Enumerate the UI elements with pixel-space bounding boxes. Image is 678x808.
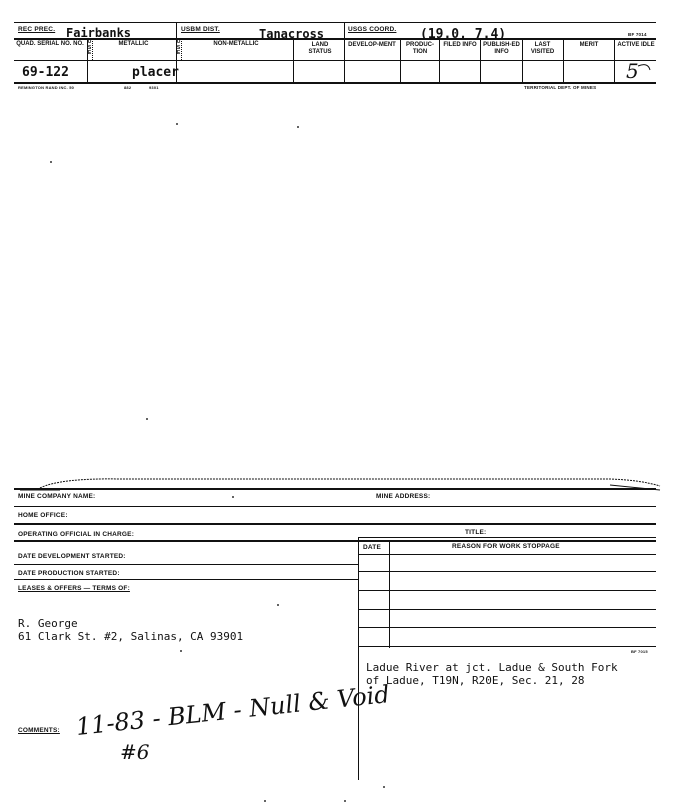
owner-name: R. George [18, 617, 78, 630]
location-line-1: Ladue River at jct. Ladue & South Fork [366, 661, 618, 674]
form-number-top: BF 7014 [628, 32, 647, 37]
column-land-status: LAND STATUS [308, 42, 332, 55]
mine-company-name-label: MINE COMPANY NAME: [18, 493, 96, 500]
column-quad-serial: QUAD. SERIAL NO. NO. [16, 41, 84, 47]
usbm-dist-label: USBM DIST. [181, 26, 220, 33]
comments-label: COMMENTS: [18, 727, 60, 734]
record-active-mark: 5 [626, 59, 639, 83]
column-filed-info: FILED INFO [443, 42, 477, 48]
torn-card-edge [0, 476, 678, 496]
record-quad-serial: 69-122 [22, 65, 69, 80]
column-non-metallic: NON-METALLIC [213, 41, 259, 47]
form-number-bottom: BF 7015 [631, 649, 648, 654]
operating-official-label: OPERATING OFFICIAL IN CHARGE: [18, 531, 135, 538]
print-code-2: 9301 [149, 85, 159, 90]
rec-prec-label: REC PREC. [18, 26, 56, 33]
usbm-dist-value: Tanacross [259, 27, 325, 41]
usgs-coord-value: (19.0, 7.4) [420, 27, 507, 42]
comments-handwritten: 11-83 - BLM - Null & Void [74, 680, 391, 741]
stoppage-date-label: DATE [363, 544, 382, 551]
rec-prec-value: Fairbanks [66, 26, 132, 40]
print-code-1: 882 [124, 85, 132, 90]
column-development: DEVELOP-MENT [348, 42, 396, 48]
date-production-label: DATE PRODUCTION STARTED: [18, 570, 120, 577]
column-merit: MERIT [579, 42, 599, 48]
leases-offers-label: LEASES & OFFERS — TERMS OF: [18, 585, 130, 592]
date-development-label: DATE DEVELOPMENT STARTED: [18, 553, 126, 560]
column-production: PRODUC-TION [406, 42, 434, 55]
column-active-idle: ACTIVE IDLE [617, 42, 655, 48]
comments-handwritten-2: #6 [120, 740, 150, 764]
column-use-nonmetallic: U S E [176, 39, 181, 56]
owner-address: 61 Clark St. #2, Salinas, CA 93901 [18, 630, 244, 643]
department-label: TERRITORIAL DEPT. OF MINES [524, 85, 597, 90]
column-last-visited: LAST VISITED [530, 42, 555, 55]
location-line-2: of Ladue, T19N, R20E, Sec. 21, 28 [366, 674, 585, 687]
column-metallic: METALLIC [118, 41, 149, 47]
title-label: TITLE: [465, 529, 487, 536]
home-office-label: HOME OFFICE: [18, 512, 68, 519]
record-metallic: placer [132, 65, 179, 80]
stoppage-reason-label: REASON FOR WORK STOPPAGE [452, 543, 560, 550]
printer-label: REMINGTON RAND INC. 50 [18, 85, 75, 90]
column-use-metallic: U S E [87, 39, 92, 56]
column-published-info: PUBLISH-ED INFO [483, 42, 520, 55]
mine-address-label: MINE ADDRESS: [376, 493, 431, 500]
active-mark-scribble [628, 62, 658, 82]
usgs-coord-label: USGS COORD. [348, 26, 397, 33]
